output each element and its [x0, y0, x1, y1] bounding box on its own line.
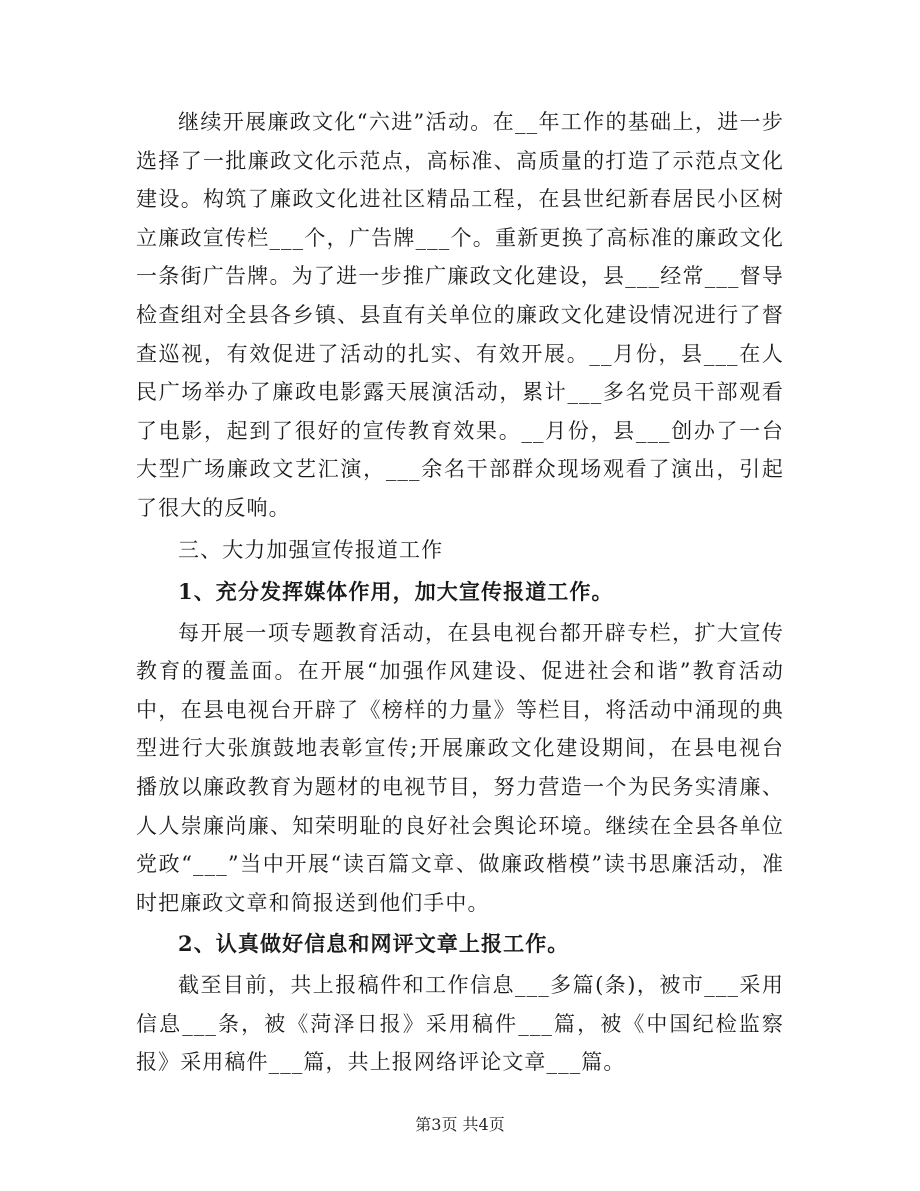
- document-body: [136, 103, 784, 1082]
- page-number-footer: 第3页 共4页: [415, 1115, 505, 1134]
- paragraph-info-reporting: 截至目前，共上报稿件和工作信息___多篇(条)，被市___采用信息___条，被《菏泽日报》采用稿件___篇，被《中国纪检监察报》采用稿件___篇，共上报网络评论文章___篇。: [136, 973, 784, 1075]
- paragraph-media-publicity: 每开展一项专题教育活动，在县电视台都开辟专栏，扩大宣传教育的覆盖面。在开展“加强作风建设、促进社会和谐”教育活动中，在县电视台开辟了《榜样的力量》等栏目，将活动中涌现的典型进行大张旗鼓地表彰宣传;开展廉政文化建设期间，在县电视台播放以廉政教育为题材的电视节目，努力营造一个为民务实清廉、人人崇廉尚廉、知荣明耻的良好社会舆论环境。继续在全县各单位党政“___”当中开展“读百篇文章、做廉政楷模”读书思廉活动，准时把廉政文章和简报送到他们手中。: [136, 620, 784, 915]
- subheading-media-role: 1、充分发挥媒体作用，加大宣传报道工作。: [178, 578, 614, 604]
- section-heading-publicity: 三、大力加强宣传报道工作: [178, 537, 444, 562]
- subheading-info-reporting: 2、认真做好信息和网评文章上报工作。: [178, 931, 570, 957]
- paragraph-lianzheng-culture: 继续开展廉政文化“六进”活动。在__年工作的基础上，进一步选择了一批廉政文化示范点，高标准、高质量的打造了示范点文化建设。构筑了廉政文化进社区精品工程，在县世纪新春居民小区树立廉政宣传栏___个，广告牌___个。重新更换了高标准的廉政文化一条街广告牌。为了进一步推广廉政文化建设，县___经常___督导检查组对全县各乡镇、县直有关单位的廉政文化建设情况进行了督查巡视，有效促进了活动的扎实、有效开展。__月份，县___在人民广场举办了廉政电影露天展演活动，累计___多名党员干部观看了电影，起到了很好的宣传教育效果。__月份，县___创办了一台大型广场廉政文艺汇演，___余名干部群众现场观看了演出，引起了很大的反响。: [136, 110, 784, 520]
